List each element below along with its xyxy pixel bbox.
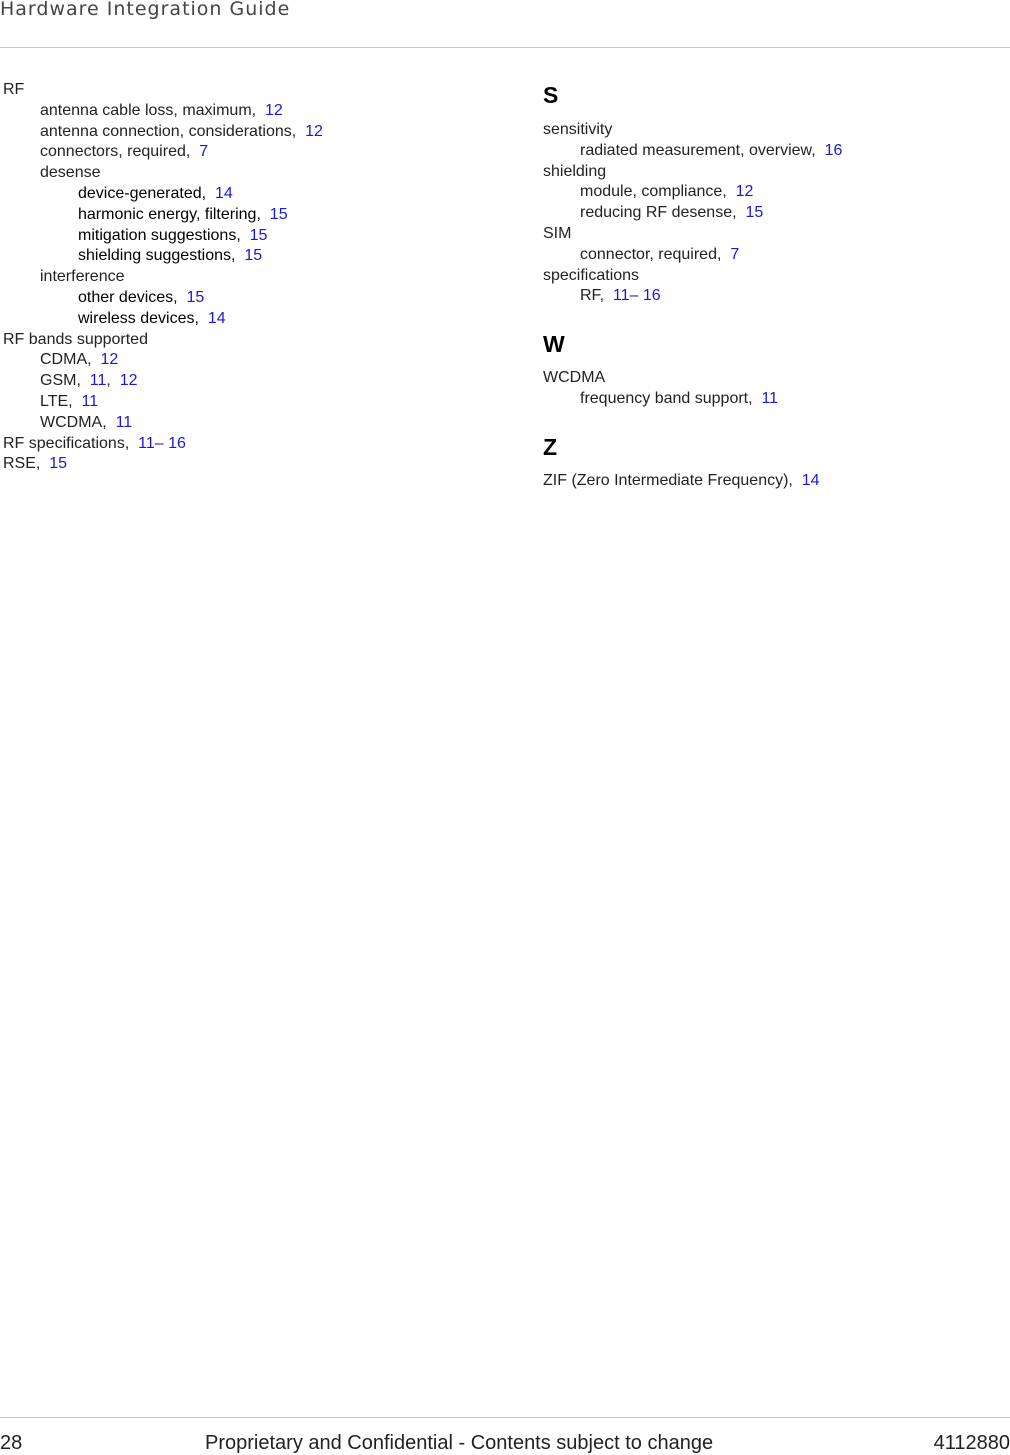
index-entry: ZIF (Zero Intermediate Frequency), 14 xyxy=(543,471,820,489)
index-entry: mitigation suggestions, 15 xyxy=(78,226,268,244)
page-link[interactable]: 12 xyxy=(265,101,283,119)
entry-text: RSE xyxy=(3,455,36,473)
running-header: Hardware Integration Guide xyxy=(0,0,291,20)
index-entry: frequency band support, 11 xyxy=(580,389,779,407)
index-term-sensitivity: sensitivity xyxy=(543,121,613,138)
index-entry: antenna cable loss, maximum, 12 xyxy=(40,101,283,119)
page-link[interactable]: 15 xyxy=(49,455,68,473)
page-link[interactable]: 15 xyxy=(186,288,205,306)
index-entry: CDMA, 12 xyxy=(40,351,119,369)
document-number: 4112880 xyxy=(933,1432,1010,1454)
entry-text: RF xyxy=(580,287,600,305)
entry-text: RF specifications xyxy=(3,434,125,452)
entry-text: frequency band support xyxy=(580,389,749,407)
section-letter-s: S xyxy=(543,82,559,108)
section-letter-w: W xyxy=(543,331,565,358)
index-entry: RSE, 15 xyxy=(3,455,68,473)
index-entry: device-generated, 14 xyxy=(78,184,233,202)
page-link[interactable]: 11 xyxy=(81,392,99,410)
page-link[interactable]: 15 xyxy=(745,204,764,222)
entry-text: connectors, required xyxy=(40,143,186,161)
entry-text: ZIF (Zero Intermediate Frequency) xyxy=(543,471,789,489)
index-term-wcdma: WCDMA xyxy=(543,369,606,387)
section-letter-z: Z xyxy=(543,433,558,460)
index-entry: antenna connection, considerations, 12 xyxy=(40,122,323,140)
confidentiality-notice: Proprietary and Confidential - Contents subject to change xyxy=(205,1432,714,1454)
entry-text: reducing RF desense xyxy=(580,204,733,222)
entry-text: GSM xyxy=(40,372,77,390)
index-entry: other devices, 15 xyxy=(78,288,205,306)
page-link[interactable]: 12 xyxy=(100,351,119,369)
index-entry: harmonic energy, filtering, 15 xyxy=(78,205,288,223)
page-link[interactable]: 7 xyxy=(730,245,740,263)
page-link[interactable]: 7 xyxy=(199,143,209,161)
index-entry: connector, required, 7 xyxy=(580,245,740,263)
entry-text: shielding suggestions xyxy=(78,247,231,265)
entry-text: other devices xyxy=(78,288,174,306)
page-link[interactable]: 15 xyxy=(249,226,268,244)
page-link[interactable]: 11– 16 xyxy=(138,434,186,452)
entry-text: mitigation suggestions xyxy=(78,226,237,244)
page-link[interactable]: 11 xyxy=(89,372,107,390)
index-entry: connectors, required, 7 xyxy=(40,143,209,161)
page-link[interactable]: 11 xyxy=(115,413,133,431)
page-number: 28 xyxy=(0,1432,23,1454)
index-term-specifications: specifications xyxy=(543,266,640,284)
index-entry: GSM, 11, 12 xyxy=(40,372,138,390)
index-entry: WCDMA, 11 xyxy=(40,413,133,431)
entry-text: harmonic energy, filtering xyxy=(78,205,257,223)
page-link[interactable]: 15 xyxy=(244,247,263,265)
entry-text: WCDMA xyxy=(40,413,103,431)
index-column-left xyxy=(3,80,493,475)
header-rule xyxy=(0,47,1010,48)
index-term-rf: RF xyxy=(3,81,25,98)
index-entry: reducing RF desense, 15 xyxy=(580,204,764,222)
page-link[interactable]: 12 xyxy=(119,372,138,390)
entry-text: module, compliance xyxy=(580,183,723,201)
index-entry: RF specifications, 11– 16 xyxy=(3,434,186,452)
page-footer xyxy=(0,1432,1010,1455)
page-link[interactable]: 11 xyxy=(761,389,779,407)
index-entry: module, compliance, 12 xyxy=(580,183,754,201)
footer-rule xyxy=(0,1417,1010,1418)
index-entry: radiated measurement, overview, 16 xyxy=(580,141,843,159)
page-link[interactable]: 14 xyxy=(214,184,233,202)
entry-text: antenna cable loss, maximum xyxy=(40,101,252,119)
index-entry: LTE, 11 xyxy=(40,392,99,410)
entry-text: antenna connection, considerations xyxy=(40,122,292,140)
index-subterm-desense: desense xyxy=(40,164,101,182)
entry-text: wireless devices xyxy=(78,309,195,327)
page-link[interactable]: 16 xyxy=(824,141,843,159)
entry-text: radiated measurement, overview xyxy=(580,141,812,159)
index-entry: RF, 11– 16 xyxy=(580,287,661,305)
index-subterm-interference: interference xyxy=(40,268,125,286)
index-entry: shielding suggestions, 15 xyxy=(78,247,263,265)
index-column-right xyxy=(543,80,1003,492)
entry-text: CDMA xyxy=(40,351,88,369)
page-link[interactable]: 11– 16 xyxy=(612,287,661,305)
page-link[interactable]: 14 xyxy=(207,309,226,327)
index-term-sim: SIM xyxy=(543,224,572,242)
entry-text: device-generated xyxy=(78,184,202,202)
index-term-rf-bands: RF bands supported xyxy=(3,330,148,348)
index-term-shielding: shielding xyxy=(543,162,607,180)
entry-text: LTE xyxy=(40,392,69,410)
page-link[interactable]: 14 xyxy=(801,471,820,489)
page-link[interactable]: 15 xyxy=(269,205,288,223)
entry-text: connector, required xyxy=(580,245,717,263)
page-link[interactable]: 12 xyxy=(305,122,323,140)
page-link[interactable]: 12 xyxy=(735,183,754,201)
index-entry: wireless devices, 14 xyxy=(78,309,226,327)
